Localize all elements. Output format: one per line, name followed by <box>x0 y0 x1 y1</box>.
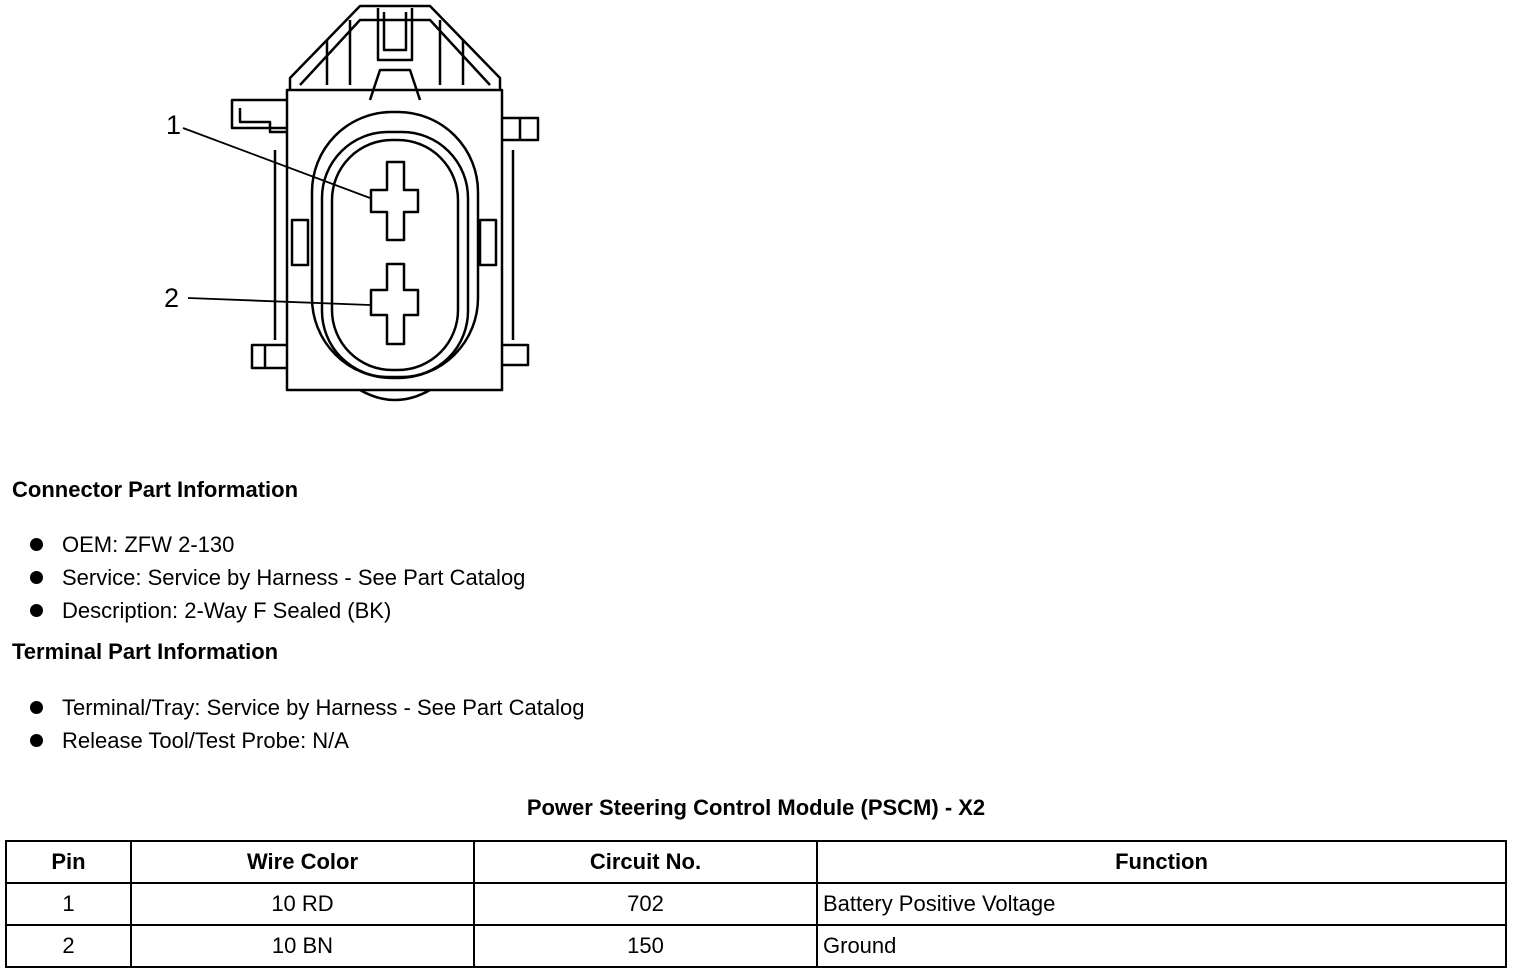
cell-circuit-no: 150 <box>474 925 817 967</box>
table-row <box>6 925 1506 967</box>
table-row <box>6 883 1506 925</box>
bullet-icon <box>30 701 43 714</box>
bullet-icon <box>30 734 43 747</box>
connector-service: Service: Service by Harness - See Part Catalog <box>62 565 526 590</box>
cell-function: Battery Positive Voltage <box>817 883 1506 925</box>
terminal-part-info-heading: Terminal Part Information <box>12 639 279 664</box>
bullet-icon <box>30 604 43 617</box>
cell-pin: 2 <box>6 925 131 967</box>
terminal-tray: Terminal/Tray: Service by Harness - See Part Catalog <box>62 695 585 720</box>
pin-2-label: 2 <box>164 283 180 313</box>
list-item <box>30 528 525 561</box>
connector-oem: OEM: ZFW 2-130 <box>62 532 235 557</box>
connector-part-info-list <box>30 528 525 627</box>
header-wire-color: Wire Color <box>131 841 474 883</box>
release-tool: Release Tool/Test Probe: N/A <box>62 728 349 753</box>
pin-table <box>5 840 1507 968</box>
cell-wire-color: 10 BN <box>131 925 474 967</box>
connector-description: Description: 2-Way F Sealed (BK) <box>62 598 392 623</box>
list-item <box>30 594 525 627</box>
connector-part-info-heading: Connector Part Information <box>12 477 299 502</box>
cell-pin: 1 <box>6 883 131 925</box>
table-header-row <box>6 841 1506 883</box>
list-item <box>30 561 525 594</box>
cell-circuit-no: 702 <box>474 883 817 925</box>
header-pin: Pin <box>6 841 131 883</box>
terminal-part-info-list <box>30 691 585 757</box>
list-item <box>30 724 585 757</box>
connector-face-drawing <box>150 0 550 420</box>
pin-1-label: 1 <box>166 110 182 140</box>
list-item <box>30 691 585 724</box>
header-function: Function <box>817 841 1506 883</box>
bullet-icon <box>30 571 43 584</box>
bullet-icon <box>30 538 43 551</box>
cell-function: Ground <box>817 925 1506 967</box>
header-circuit-no: Circuit No. <box>474 841 817 883</box>
cell-wire-color: 10 RD <box>131 883 474 925</box>
connector-diagram <box>150 0 550 420</box>
table-title: Power Steering Control Module (PSCM) - X2 <box>526 795 986 820</box>
